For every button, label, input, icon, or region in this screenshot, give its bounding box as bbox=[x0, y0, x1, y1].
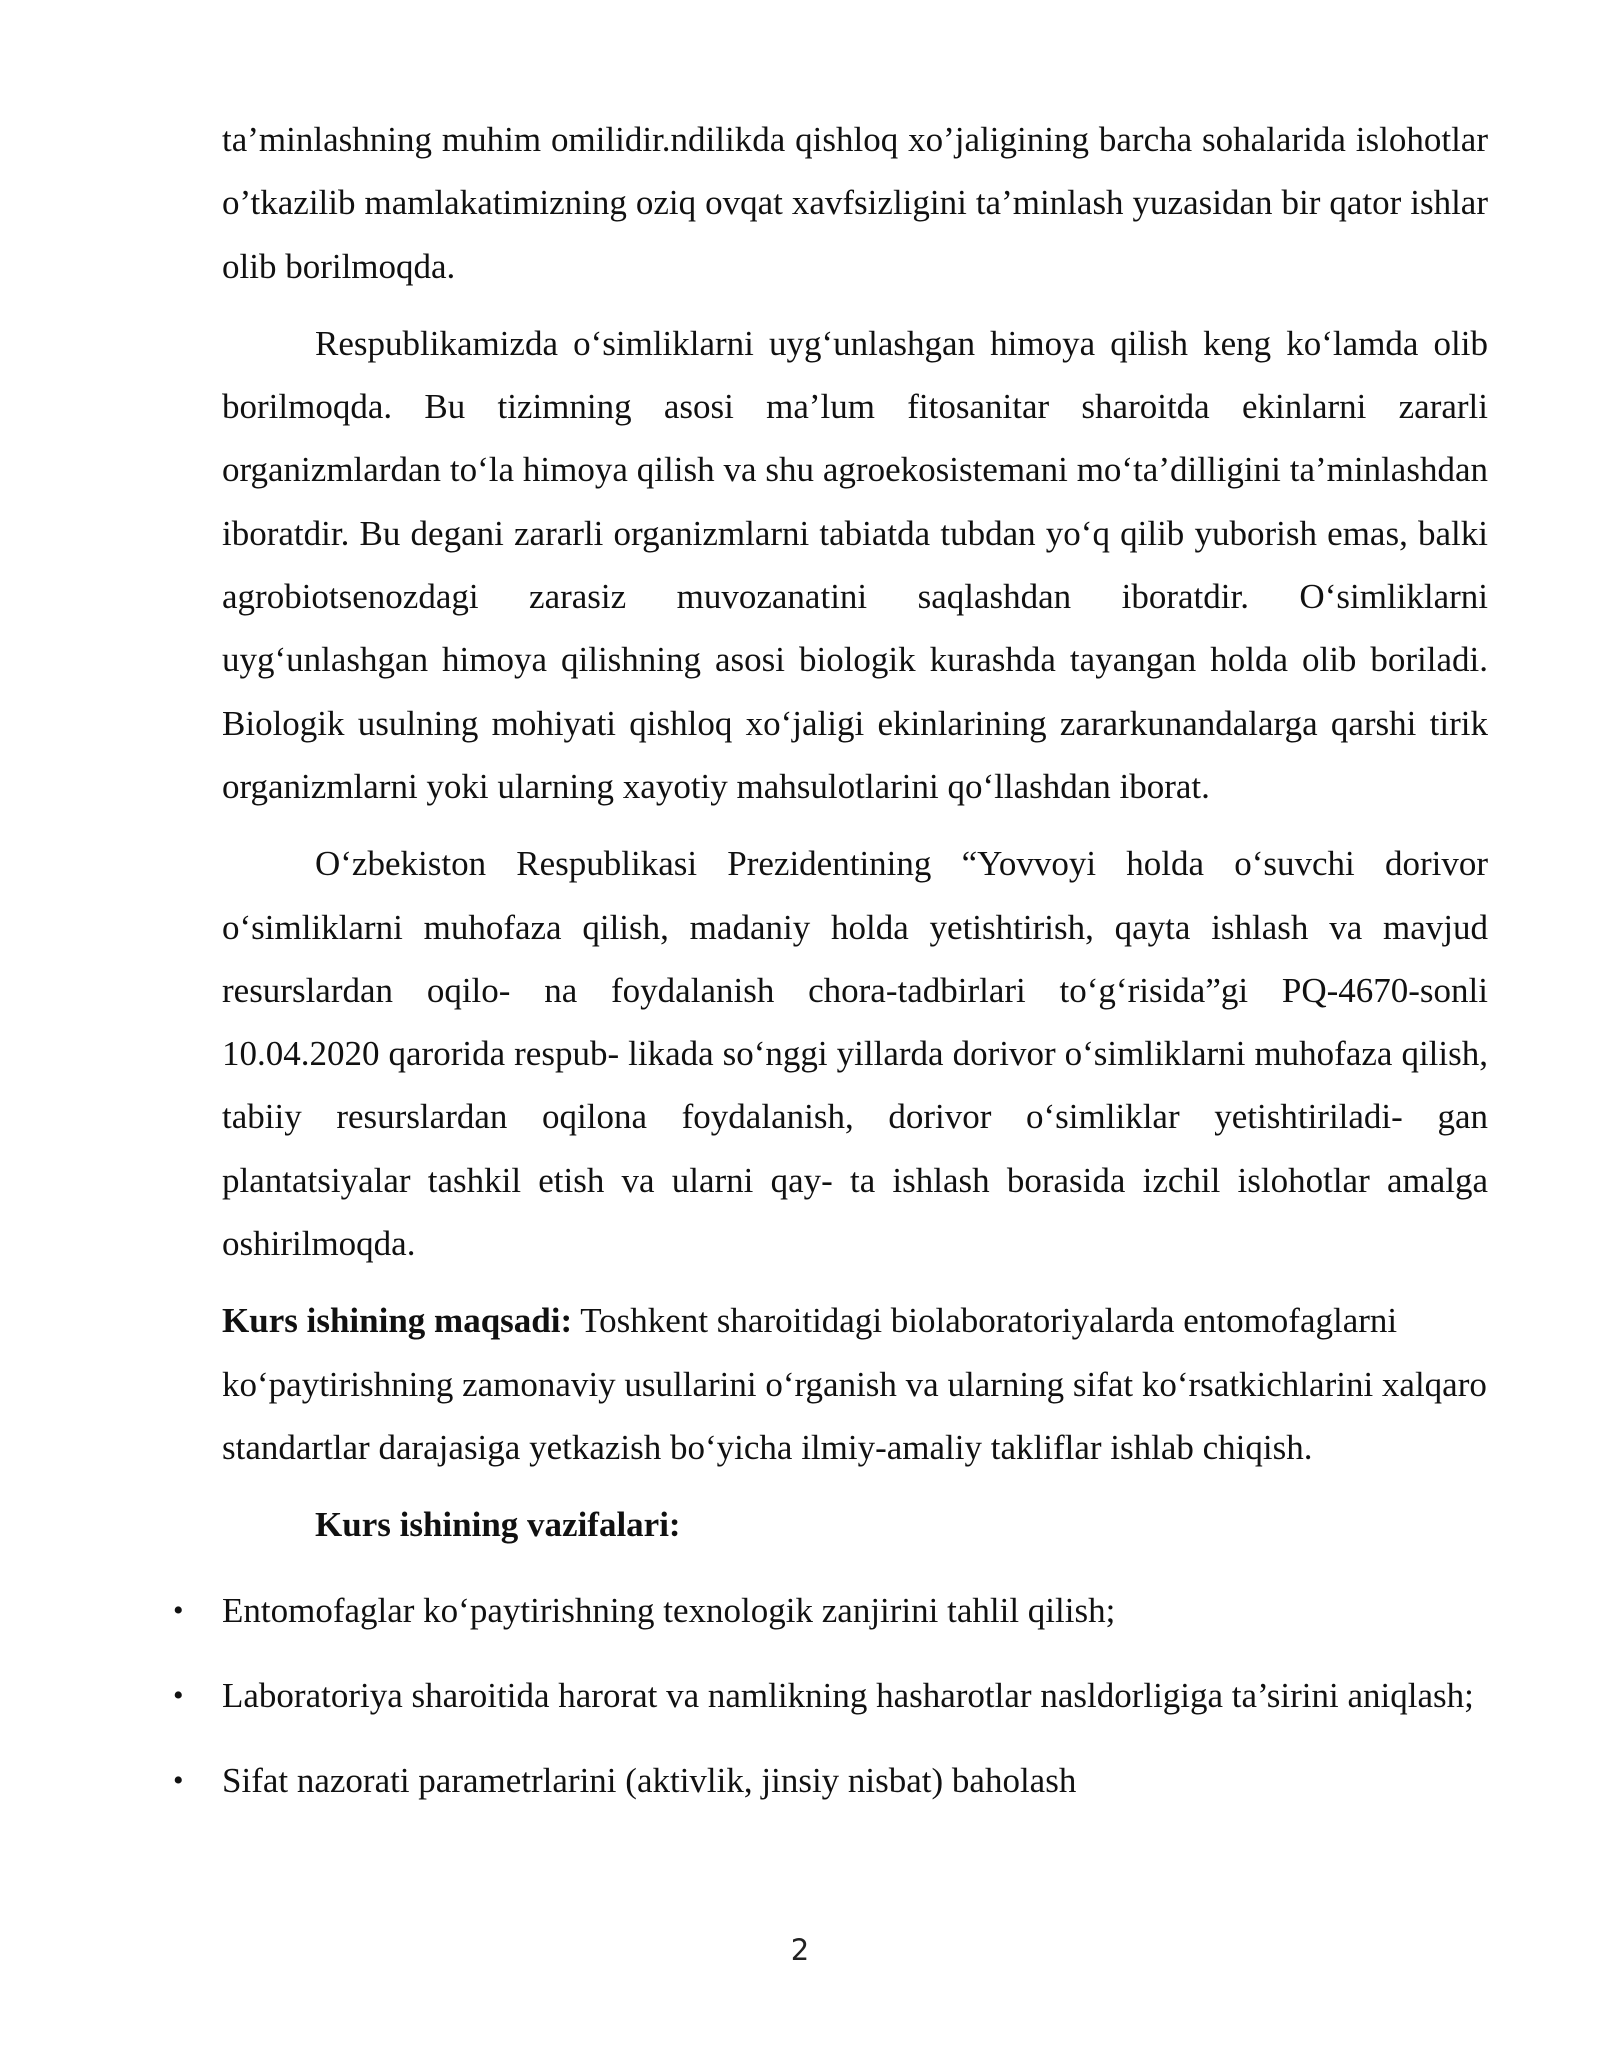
task-list-item bbox=[173, 1749, 1488, 1812]
course-purpose-label: Kurs ishining maqsadi: bbox=[222, 1301, 573, 1341]
task-text: Sifat nazorati parametrlarini (aktivlik, jinsiy nisbat) baholash bbox=[222, 1761, 1077, 1801]
task-list-item bbox=[173, 1579, 1488, 1642]
course-tasks-heading: Kurs ishining vazifalari: bbox=[315, 1505, 681, 1545]
task-text: Entomofaglar ko‘paytirishning texnologik zanjirini tahlil qilish; bbox=[222, 1590, 1116, 1630]
course-purpose-paragraph bbox=[222, 1289, 1488, 1479]
paragraph-presidential-decree: O‘zbekiston Respublikasi Prezidentining “Yovvoyi holda o‘suvchi dorivor o‘simliklarni muhofaza qilish, madaniy holda yetishtirish, qayta ishlash va mavjud resurslardan oqilo- na foydalanish chora-tadbirlari to‘g‘risida”gi PQ-4670-sonli 10.04.2020 qarorida respub- likada so‘nggi yillarda dorivor o‘simliklarni muhofaza qilish, tabiiy resurslardan oqilona foydalanish, dorivor o‘simliklar yetishtiriladi- gan plantatsiyalar tashkil etish va ularni qay- ta ishlash borasida izchil islohotlar amalga oshirilmoqda. bbox=[222, 844, 1488, 1264]
paragraph-integrated-plant-protection: Respublikamizda o‘simliklarni uyg‘unlashgan himoya qilish keng ko‘lamda olib borilmoqda. Bu tizimning asosi ma’lum fitosanitar sharoitda ekinlarni zararli organizmlardan to‘la himoya qilish va shu agroekosistemani mo‘ta’dilligini ta’minlashdan iboratdir. Bu degani zararli organizmlarni tabiatda tubdan yo‘q qilib yuborish emas, balki agrobiotsenozdagi zarasiz muvozanatini saqlashdan iboratdir. O‘simliklarni uyg‘unlashgan himoya qilishning asosi biologik kurashda tayangan holda olib boriladi. Biologik usulning mohiyati qishloq xo‘jaligi ekinlarining zararkunandalarga qarshi tirik organizmlarni yoki ularning xayotiy mahsulotlarini qo‘llashdan iborat. bbox=[222, 323, 1488, 806]
bullet-icon: • bbox=[173, 1593, 184, 1627]
bullet-icon: • bbox=[173, 1764, 184, 1798]
course-purpose-text: Toshkent sharoitidagi biolaboratoriyalarda entomofaglarni ko‘paytirishning zamonaviy usullarini o‘rganish va ularning sifat ko‘rsatkichlarini xalqaro standartlar darajasiga yetkazish bo‘yicha ilmiy-amaliy takliflar ishlab chiqish. bbox=[222, 1301, 1487, 1467]
page-number: 2 bbox=[790, 1933, 810, 1967]
bullet-icon: • bbox=[173, 1678, 184, 1712]
course-tasks-list bbox=[173, 1579, 1488, 1813]
paragraph-food-security: ta’minlashning muhim omilidir.ndilikda qishloq xo’jaligining barcha sohalarida islohotlar o’tkazilib mamlakatimizning oziq ovqat xavfsizligini ta’minlash yuzasidan bir qator ishlar olib borilmoqda. bbox=[222, 120, 1488, 286]
document-body bbox=[173, 108, 1488, 1812]
task-list-item bbox=[173, 1664, 1488, 1727]
task-text: Laboratoriya sharoitida harorat va namlikning hasharotlar nasldorligiga ta’sirini aniqlash; bbox=[222, 1675, 1474, 1715]
